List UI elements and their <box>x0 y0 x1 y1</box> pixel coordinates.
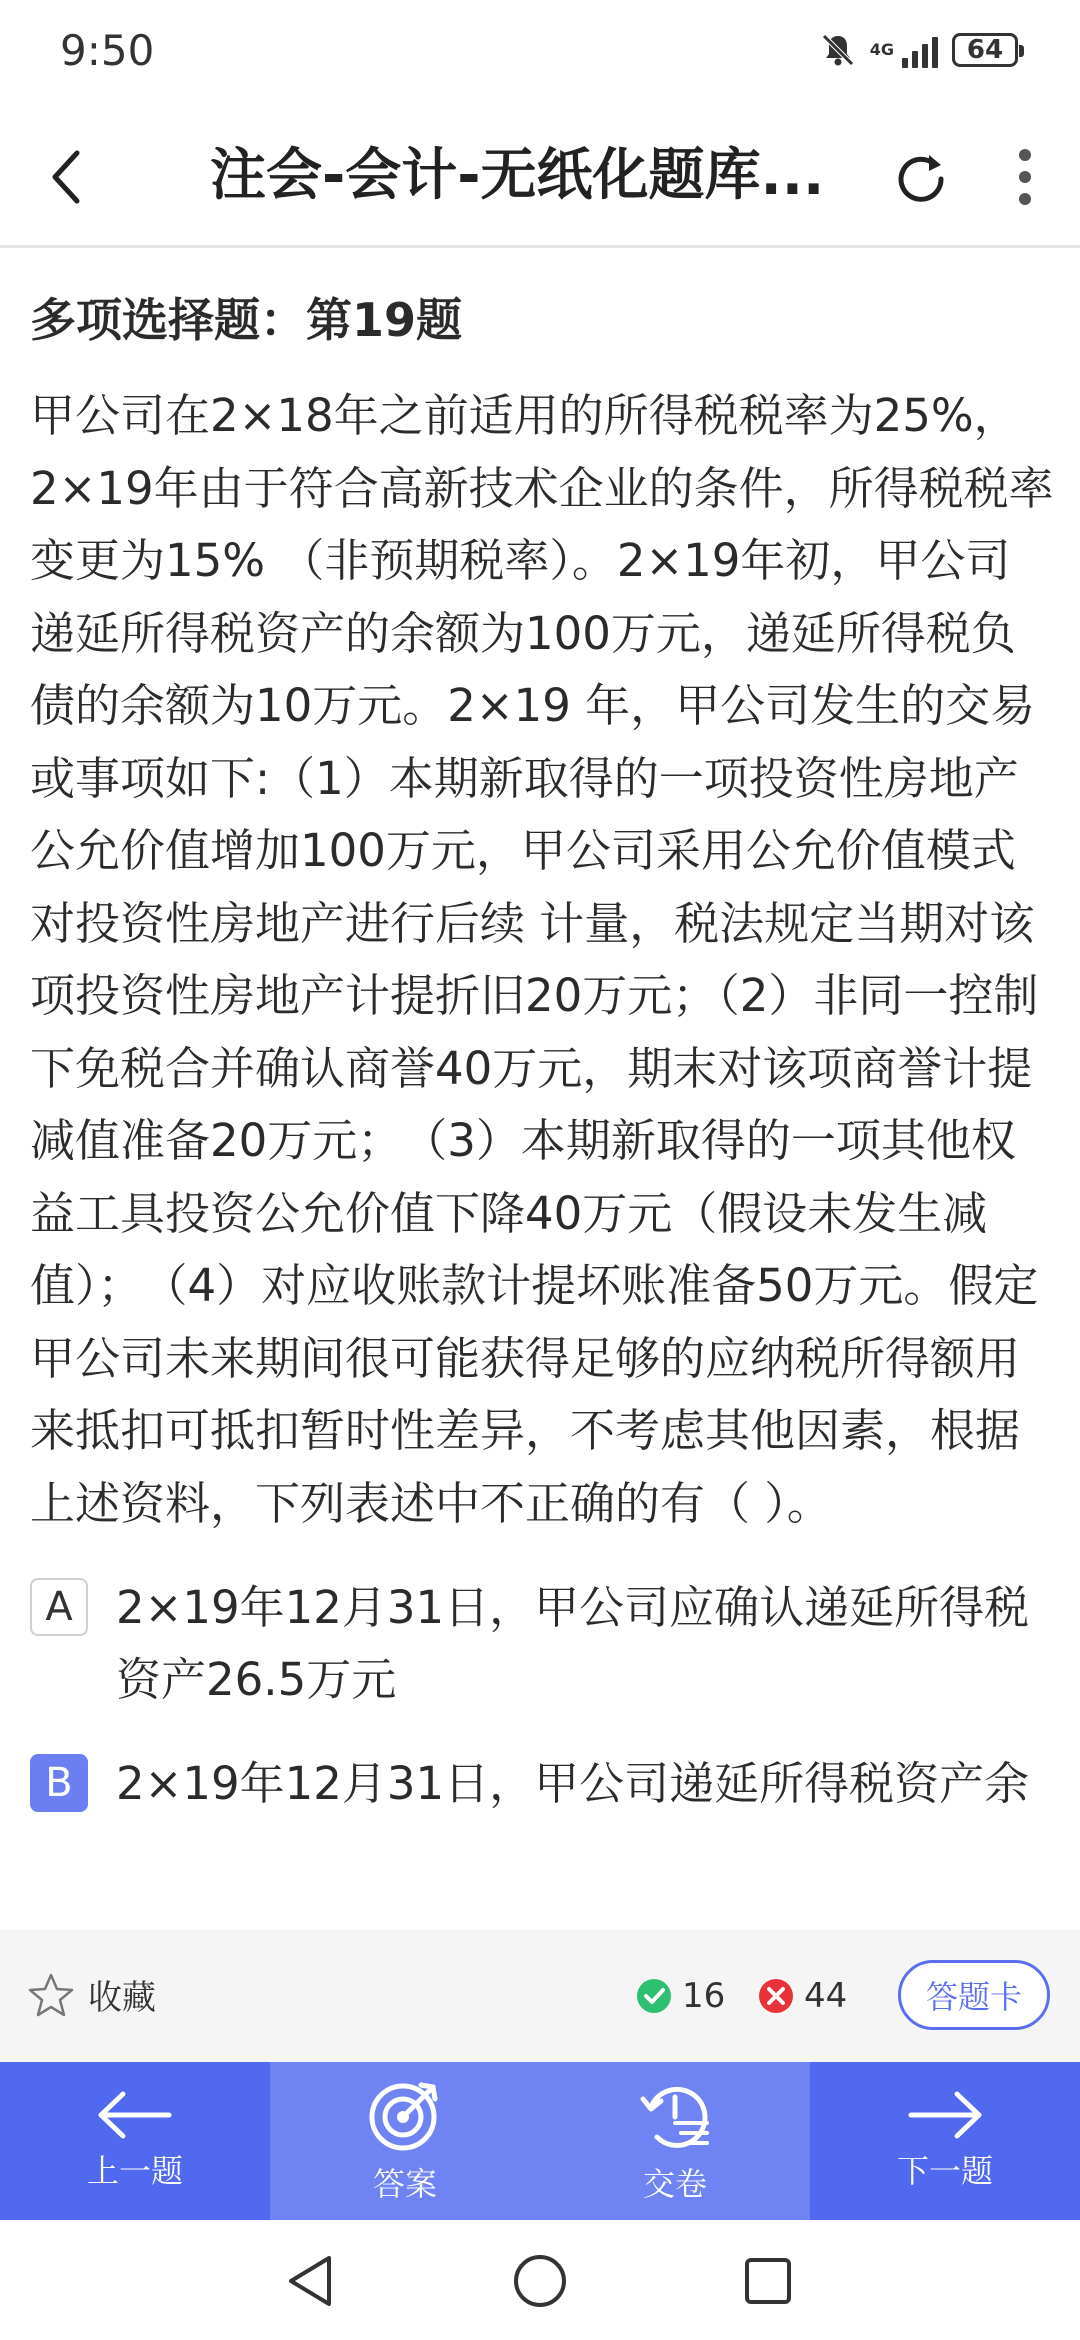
option-b[interactable] <box>30 1748 1055 1820</box>
arrow-right-icon <box>905 2090 985 2140</box>
more-vert-icon <box>1015 147 1035 207</box>
answer-label: 答案 <box>372 2165 437 2203</box>
answer-button[interactable] <box>270 2062 540 2220</box>
triangle-back-icon <box>285 2254 335 2308</box>
submit-button[interactable] <box>540 2062 810 2220</box>
favorite-label: 收藏 <box>88 1978 156 2018</box>
mute-bell-icon <box>820 32 856 68</box>
option-letter: B <box>30 1754 88 1812</box>
next-question-button[interactable] <box>810 2062 1080 2220</box>
system-back-button[interactable] <box>275 2246 345 2316</box>
info-bar <box>0 1930 1080 2062</box>
system-nav-bar <box>0 2220 1080 2340</box>
correct-count <box>636 1976 725 2016</box>
wrong-count <box>758 1976 847 2016</box>
star-icon <box>28 1972 74 2018</box>
more-button[interactable] <box>980 132 1070 222</box>
system-home-button[interactable] <box>505 2246 575 2316</box>
x-circle-icon <box>758 1978 794 2014</box>
prev-question-button[interactable] <box>0 2062 270 2220</box>
favorite-button[interactable] <box>28 1970 156 2019</box>
answer-card-button[interactable]: 答题卡 <box>898 1960 1050 2030</box>
option-text: 2×19年12月31日，甲公司递延所得税资产余 <box>116 1757 1030 1810</box>
arrow-left-icon <box>95 2090 175 2140</box>
option-text: 2×19年12月31日，甲公司应确认递延所得税资产26.5万元 <box>116 1581 1030 1706</box>
back-button[interactable] <box>22 132 112 222</box>
status-icons <box>820 28 1018 72</box>
option-letter: A <box>30 1578 88 1636</box>
option-a[interactable] <box>30 1572 1055 1716</box>
question-content <box>30 290 1055 1930</box>
status-time: 9:50 <box>60 26 155 75</box>
status-bar <box>0 0 1080 100</box>
target-icon <box>367 2077 443 2153</box>
check-circle-icon <box>636 1978 672 2014</box>
refresh-icon <box>893 149 949 205</box>
battery-icon <box>952 33 1018 67</box>
signal-icon <box>902 32 938 68</box>
battery-level: 64 <box>966 35 1004 65</box>
prev-label: 上一题 <box>86 2152 183 2190</box>
history-icon <box>637 2077 713 2153</box>
refresh-button[interactable] <box>876 132 966 222</box>
question-header: 多项选择题：第19题 <box>30 293 463 347</box>
question-text: 甲公司在2×18年之前适用的所得税税率为25%，2×19年由于符合高新技术企业的条件，所得税税率变更为15% （非预期税率）。2×19年初，甲公司递延所得税资产的余额为100万元，递延所得税负债的余额为10万元。2×19 年，甲公司发生的交易或事项如下:（1）本期新取得的一项投资性房地产公允价值增加100万元，甲公司采用公允价值模式对投资性房地产进行后续 计量，税法规定当期对该项投资性房地产计提折旧20万元；（2）非同一控制下免税合并确认商誉40万元，期末对该项商誉计提减值准备20万元； （3）本期新取得的一项其他权益工具投资公允价值下降40万元（假设未发生减值）； （4）对应收账款计提坏账准备50万元。假定甲公司未来期间很可能获得足够的应纳税所得额用来抵扣可抵扣暂时性差异，不考虑其他因素，根据上述资料，下列表述中不正确的有（ ）。 <box>30 389 1054 1530</box>
circle-home-icon <box>512 2253 568 2309</box>
wrong-count-value: 44 <box>804 1976 848 2016</box>
submit-label: 交卷 <box>642 2165 707 2203</box>
page-title: 注会-会计-无纸化题库... <box>210 143 825 208</box>
system-recents-button[interactable] <box>733 2246 803 2316</box>
bottom-nav <box>0 2062 1080 2220</box>
title-bar <box>0 110 1080 248</box>
back-arrow-icon <box>47 147 87 207</box>
correct-count-value: 16 <box>682 1976 726 2016</box>
next-label: 下一题 <box>896 2152 993 2190</box>
network-type: 4G <box>869 40 894 59</box>
square-recents-icon <box>743 2256 793 2306</box>
